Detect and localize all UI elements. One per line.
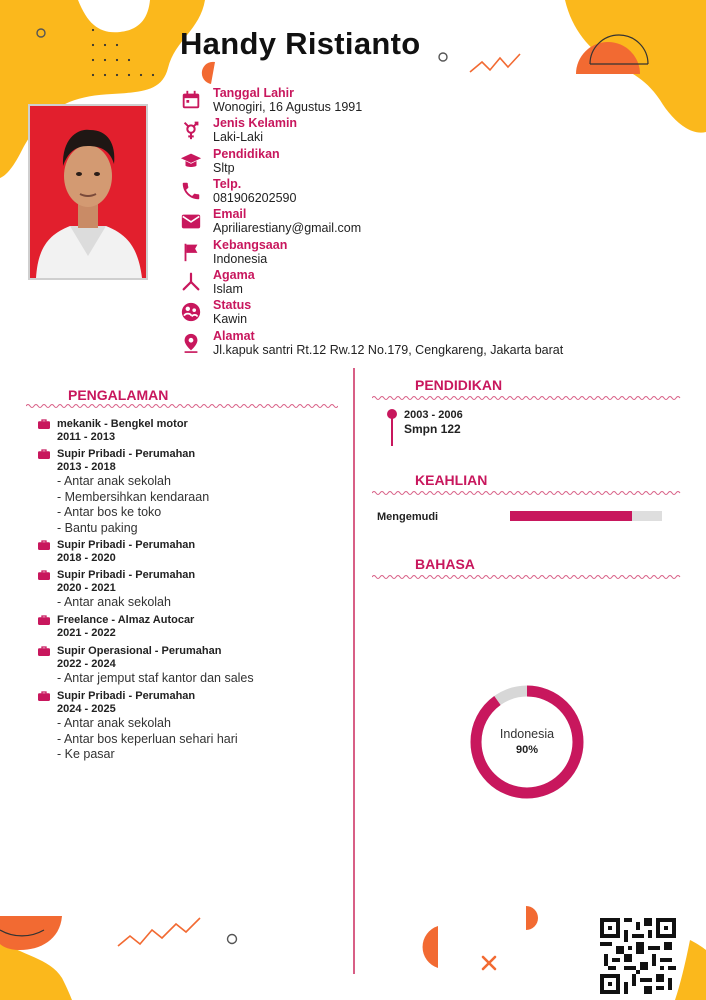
experience-title: Supir Operasional - Perumahan	[57, 645, 222, 657]
experience-title: Freelance - Almaz Autocar	[57, 614, 195, 626]
experience-period: 2018 - 2020	[57, 552, 116, 564]
info-value: 081906202590	[213, 191, 297, 205]
briefcase-icon	[38, 691, 50, 701]
language-percent: 90%	[515, 744, 539, 756]
gender-icon	[180, 119, 202, 141]
experience-task: - Ke pasar	[57, 747, 115, 761]
status-icon	[180, 301, 202, 323]
experience-heading-underline	[26, 403, 338, 409]
languages-heading: BAHASA	[415, 556, 475, 572]
experience-period: 2021 - 2022	[57, 627, 116, 639]
experience-item	[38, 448, 338, 536]
info-item	[180, 299, 680, 329]
experience-item	[38, 690, 338, 763]
info-value: Islam	[213, 282, 243, 296]
info-item	[180, 269, 680, 299]
skill-bar-fill	[510, 511, 632, 521]
info-label: Status	[213, 298, 252, 312]
language-name: Indonesia	[499, 727, 555, 741]
info-item	[180, 117, 680, 147]
education-heading: PENDIDIKAN	[415, 377, 503, 393]
experience-period: 2013 - 2018	[57, 461, 116, 473]
info-item	[180, 148, 680, 178]
skill-bar-track	[510, 511, 662, 521]
info-label: Tanggal Lahir	[213, 86, 295, 100]
experience-task: - Bantu paking	[57, 520, 138, 535]
language-donut-arc	[476, 691, 578, 793]
education-school: Smpn 122	[404, 422, 461, 436]
info-label: Alamat	[213, 329, 255, 343]
experience-title: Supir Pribadi - Perumahan	[57, 690, 196, 702]
info-item	[180, 239, 680, 269]
candidate-name: Handy Ristianto	[180, 26, 421, 61]
info-label: Jenis Kelamin	[213, 116, 298, 130]
info-label: Agama	[213, 268, 255, 282]
info-item	[180, 178, 680, 208]
info-value: Sltp	[213, 161, 235, 175]
envelope-icon	[180, 210, 202, 232]
flag-icon	[180, 241, 202, 263]
graduation-cap-icon	[180, 150, 202, 172]
briefcase-icon	[38, 419, 50, 429]
experience-period: 2024 - 2025	[57, 703, 116, 715]
profile-photo	[28, 104, 148, 280]
info-value: Indonesia	[213, 252, 268, 266]
experience-title: Supir Pribadi - Perumahan	[57, 448, 196, 460]
experience-task: - Antar anak sekolah	[57, 595, 171, 609]
skills-heading: KEAHLIAN	[415, 472, 488, 488]
calendar-icon	[180, 89, 202, 111]
briefcase-icon	[38, 615, 50, 625]
experience-period: 2011 - 2013	[57, 431, 116, 443]
experience-period: 2020 - 2021	[57, 582, 116, 594]
info-value: Laki-Laki	[213, 130, 264, 144]
religion-icon	[180, 271, 202, 293]
experience-title: mekanik - Bengkel motor	[57, 418, 188, 430]
info-value: Kawin	[213, 312, 248, 326]
info-item	[180, 330, 680, 360]
info-item	[180, 87, 680, 117]
education-timeline-marker	[385, 408, 399, 448]
phone-icon	[180, 180, 202, 202]
info-value: Wonogiri, 16 Agustus 1991	[213, 100, 363, 114]
education-heading-underline	[372, 395, 682, 401]
info-label: Email	[213, 207, 247, 221]
briefcase-icon	[38, 540, 50, 550]
column-divider	[353, 368, 355, 974]
experience-item	[38, 569, 338, 611]
language-donut	[469, 684, 585, 800]
experience-item	[38, 614, 338, 640]
info-label: Kebangsaan	[213, 238, 288, 252]
info-value: Jl.kapuk santri Rt.12 Rw.12 No.179, Cengkareng, Jakarta barat	[213, 343, 564, 357]
briefcase-icon	[38, 570, 50, 580]
experience-task: - Antar anak sekolah	[57, 474, 171, 488]
experience-heading: PENGALAMAN	[68, 387, 169, 403]
languages-heading-underline	[372, 574, 682, 580]
experience-task: - Antar bos ke toko	[57, 505, 162, 519]
experience-title: Supir Pribadi - Perumahan	[57, 569, 196, 581]
experience-title: Supir Pribadi - Perumahan	[57, 539, 196, 551]
location-pin-icon	[180, 332, 202, 354]
qr-code	[600, 918, 676, 994]
info-item	[180, 208, 680, 238]
skill-name: Mengemudi	[377, 511, 439, 523]
experience-item	[38, 645, 338, 687]
experience-task: - Membersihkan kendaraan	[57, 489, 210, 504]
experience-task: - Antar anak sekolah	[57, 716, 171, 730]
experience-period: 2022 - 2024	[57, 658, 116, 670]
experience-item	[38, 418, 338, 444]
info-label: Telp.	[213, 177, 242, 191]
experience-item	[38, 539, 338, 565]
experience-task: - Antar bos keperluan sehari hari	[57, 731, 238, 746]
info-label: Pendidikan	[213, 147, 280, 161]
skills-heading-underline	[372, 490, 682, 496]
info-value: Apriliarestiany@gmail.com	[213, 221, 362, 235]
briefcase-icon	[38, 646, 50, 656]
experience-task: - Antar jemput staf kantor dan sales	[57, 671, 254, 685]
education-period: 2003 - 2006	[404, 409, 463, 421]
briefcase-icon	[38, 449, 50, 459]
